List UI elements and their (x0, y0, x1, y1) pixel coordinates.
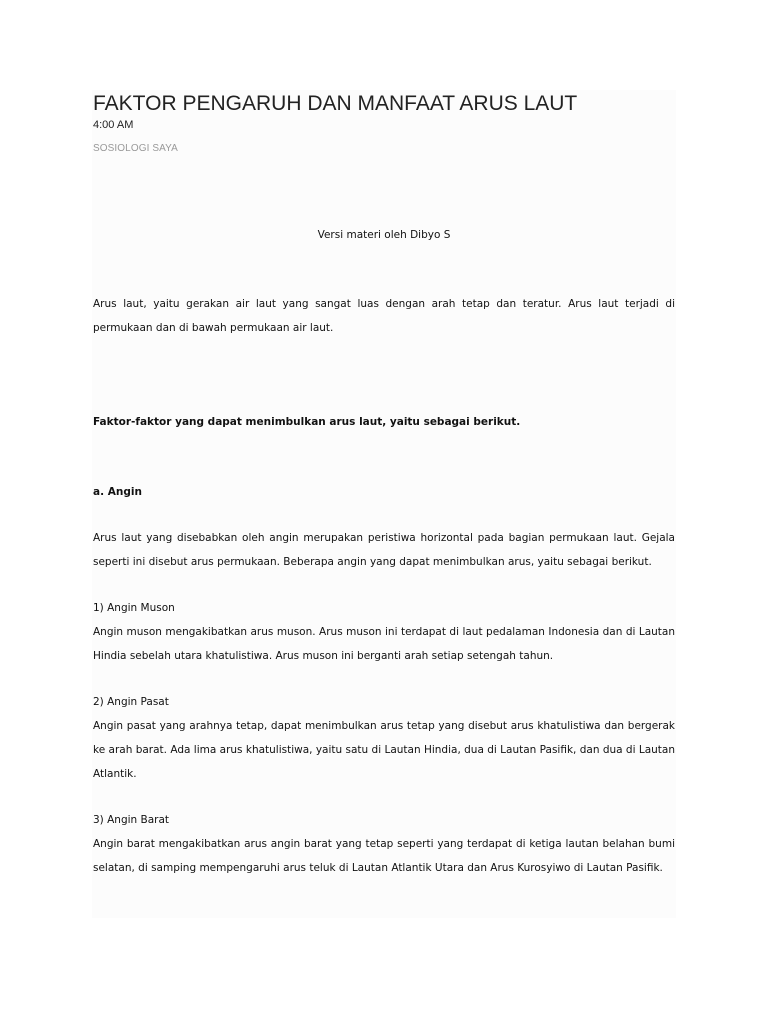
factors-heading: Faktor-faktor yang dapat menimbulkan arus laut, yaitu sebagai berikut. (93, 416, 521, 428)
post-content (93, 90, 675, 880)
item-3-heading: 3) Angin Barat (93, 814, 170, 826)
item-1-paragraph: Angin muson mengakibatkan arus muson. Arus muson ini terdapat di laut pedalaman Indonesia dan di Lautan Hindia sebelah utara khatulistiwa. Arus muson ini berganti arah setiap setengah tahun. (93, 626, 675, 662)
item-2-heading: 2) Angin Pasat (93, 696, 169, 708)
item-1-heading: 1) Angin Muson (93, 602, 175, 614)
item-3-paragraph: Angin barat mengakibatkan arus angin barat yang tetap seperti yang terdapat di ketiga lautan belahan bumi selatan, di samping mempengaruhi arus teluk di Lautan Atlantik Utara dan Arus Kurosyiwo di Lautan Pasifik. (93, 838, 675, 874)
section-a-heading: a. Angin (93, 486, 142, 498)
section-a-paragraph: Arus laut yang disebabkan oleh angin merupakan peristiwa horizontal pada bagian permukaan laut. Gejala seperti ini disebut arus permukaan. Beberapa angin yang dapat menimbulkan arus, yaitu sebagai berikut. (93, 532, 675, 568)
intro-paragraph: Arus laut, yaitu gerakan air laut yang sangat luas dengan arah tetap dan teratur. Arus laut terjadi di permukaan dan di bawah permukaan air laut. (93, 298, 675, 334)
article-byline: Versi materi oleh Dibyo S (317, 229, 451, 241)
post-label-link[interactable]: SOSIOLOGI SAYA (93, 143, 178, 154)
post-timestamp: 4:00 AM (93, 119, 134, 131)
post-title: FAKTOR PENGARUH DAN MANFAAT ARUS LAUT (93, 92, 578, 115)
item-2-paragraph: Angin pasat yang arahnya tetap, dapat menimbulkan arus tetap yang disebut arus khatulistiwa dan bergerak ke arah barat. Ada lima arus khatulistiwa, yaitu satu di Lautan Hindia, dua di Lautan Pasifik, dan dua di Lautan Atlantik. (93, 720, 675, 780)
